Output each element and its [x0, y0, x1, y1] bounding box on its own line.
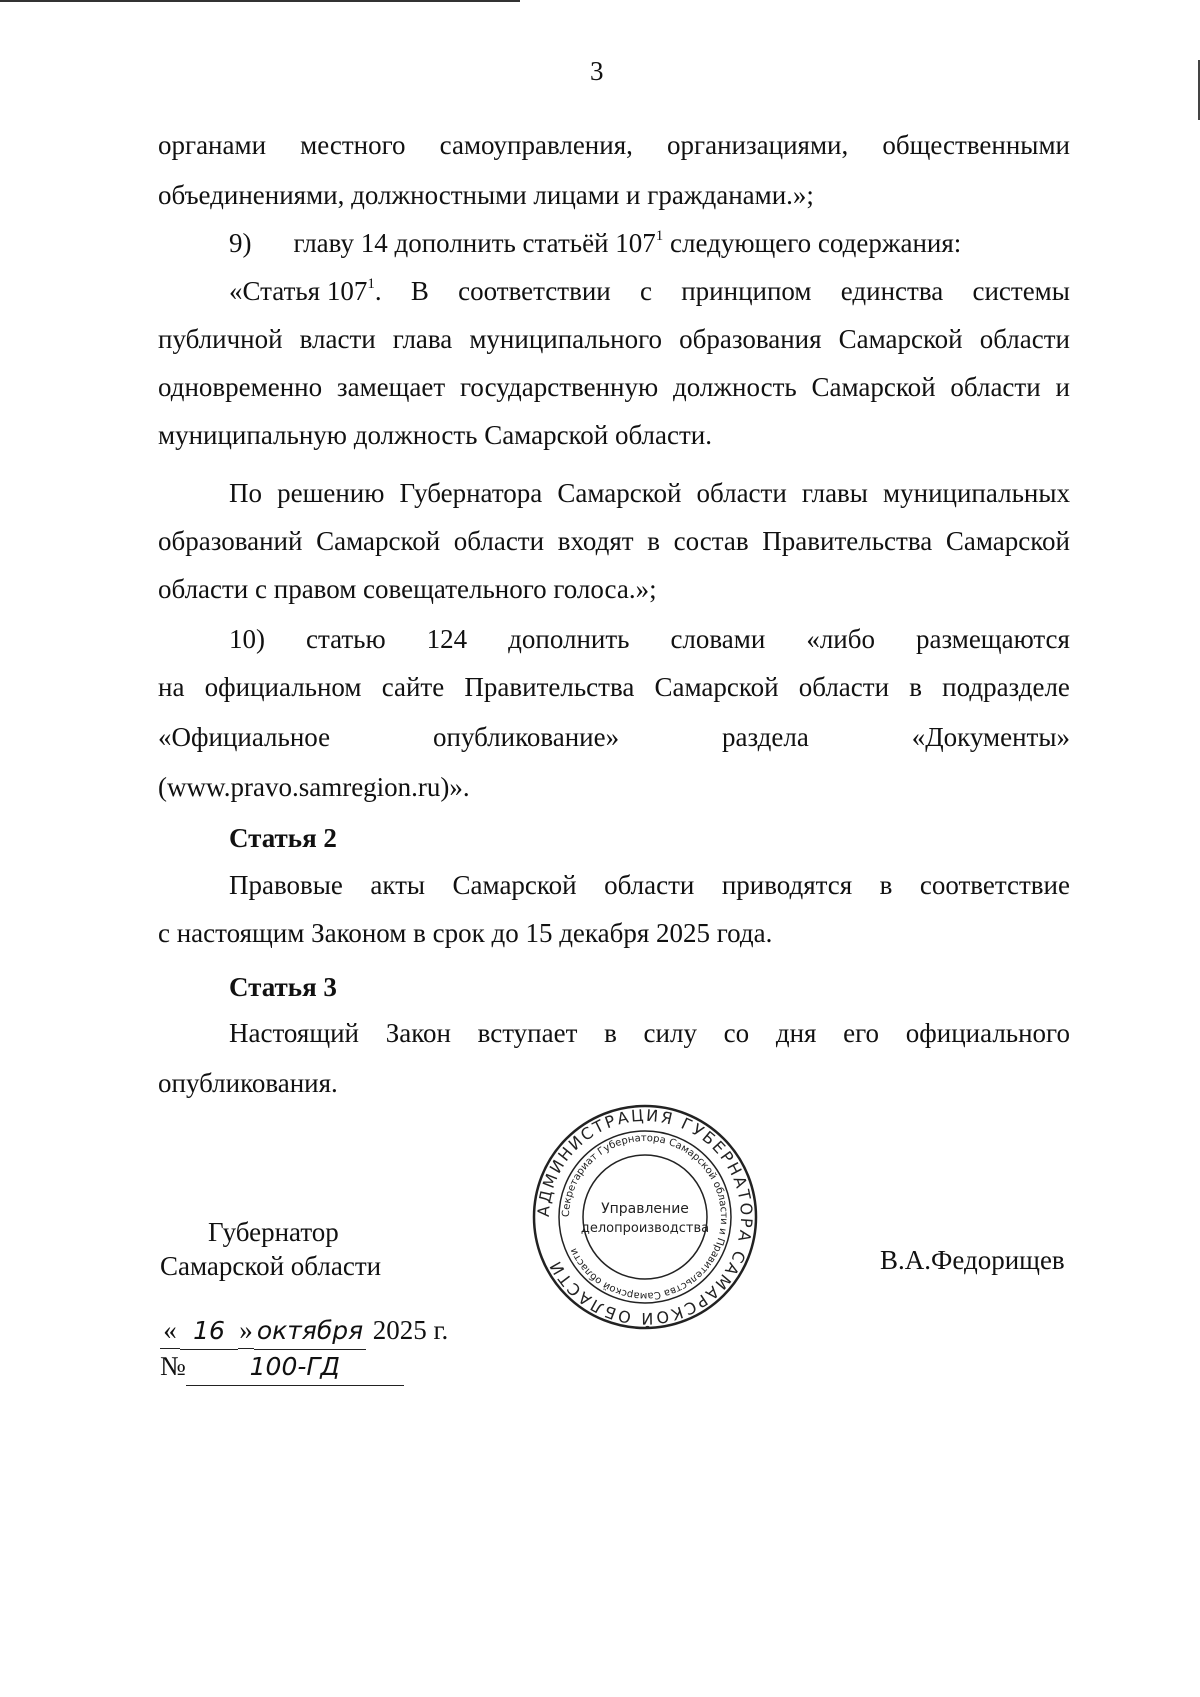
document-number: № 100-ГД [160, 1348, 404, 1386]
text-line: области с правом совещательного голоса.»; [158, 574, 657, 604]
text-line: Правовые акты Самарской области приводятся в соответствие [229, 870, 1070, 900]
list-item-10: 10) статью 124 дополнить словами «либо размещаются [229, 624, 1070, 654]
text-line: «Статья $107^1$. В соответствии с принципом единства системы [229, 276, 1070, 306]
text-line: с настоящим Законом в срок до 15 декабря 2025 года. [158, 918, 773, 948]
scan-artifact-top [0, 0, 520, 2]
text-line: Настоящий Закон вступает в силу со дня его официального [229, 1018, 1070, 1048]
article-3-heading: Статья 3 [229, 972, 337, 1002]
page-number: 3 [590, 56, 604, 86]
stamp-center-line1: Управление [601, 1201, 689, 1217]
list-item-9: 9) главу 14 дополнить статьёй $107^1$ следующего содержания: [229, 228, 962, 258]
signing-date: « 16 » октября 2025 г. [160, 1312, 448, 1350]
signatory-title-line2: Самарской области [160, 1251, 382, 1281]
text-line: «Официальное опубликование» раздела «Документы» [158, 722, 1070, 752]
stamp-middle-text: Секретариат Губернатора Самарской области и Правительства Самарской области [560, 1132, 730, 1302]
text-line: опубликования. [158, 1068, 338, 1098]
url-line: (www.pravo.samregion.ru)». [158, 772, 470, 802]
text-line: на официальном сайте Правительства Самарской области в подразделе [158, 672, 1070, 702]
stamp-outer-text: АДМИНИСТРАЦИЯ ГУБЕРНАТОРА САМАРСКОЙ ОБЛАСТИ [533, 1105, 757, 1329]
stamp-center-line2: делопроизводства [580, 1221, 710, 1236]
signatory-name: В.А.Федорищев [880, 1245, 1065, 1275]
text-line: публичной власти глава муниципального образования Самарской области [158, 324, 1070, 354]
text-line: объединениями, должностными лицами и гражданами.»; [158, 180, 814, 210]
text-line: образований Самарской области входят в состав Правительства Самарской [158, 526, 1070, 556]
text-line: одновременно замещает государственную должность Самарской области и [158, 372, 1070, 402]
text-line: По решению Губернатора Самарской области главы муниципальных [229, 478, 1070, 508]
text-line: органами местного самоуправления, организациями, общественными [158, 130, 1070, 160]
signatory-title-line1: Губернатор [208, 1217, 339, 1247]
official-stamp [530, 1102, 760, 1332]
article-2-heading: Статья 2 [229, 823, 337, 853]
text-line: муниципальную должность Самарской области. [158, 420, 713, 450]
